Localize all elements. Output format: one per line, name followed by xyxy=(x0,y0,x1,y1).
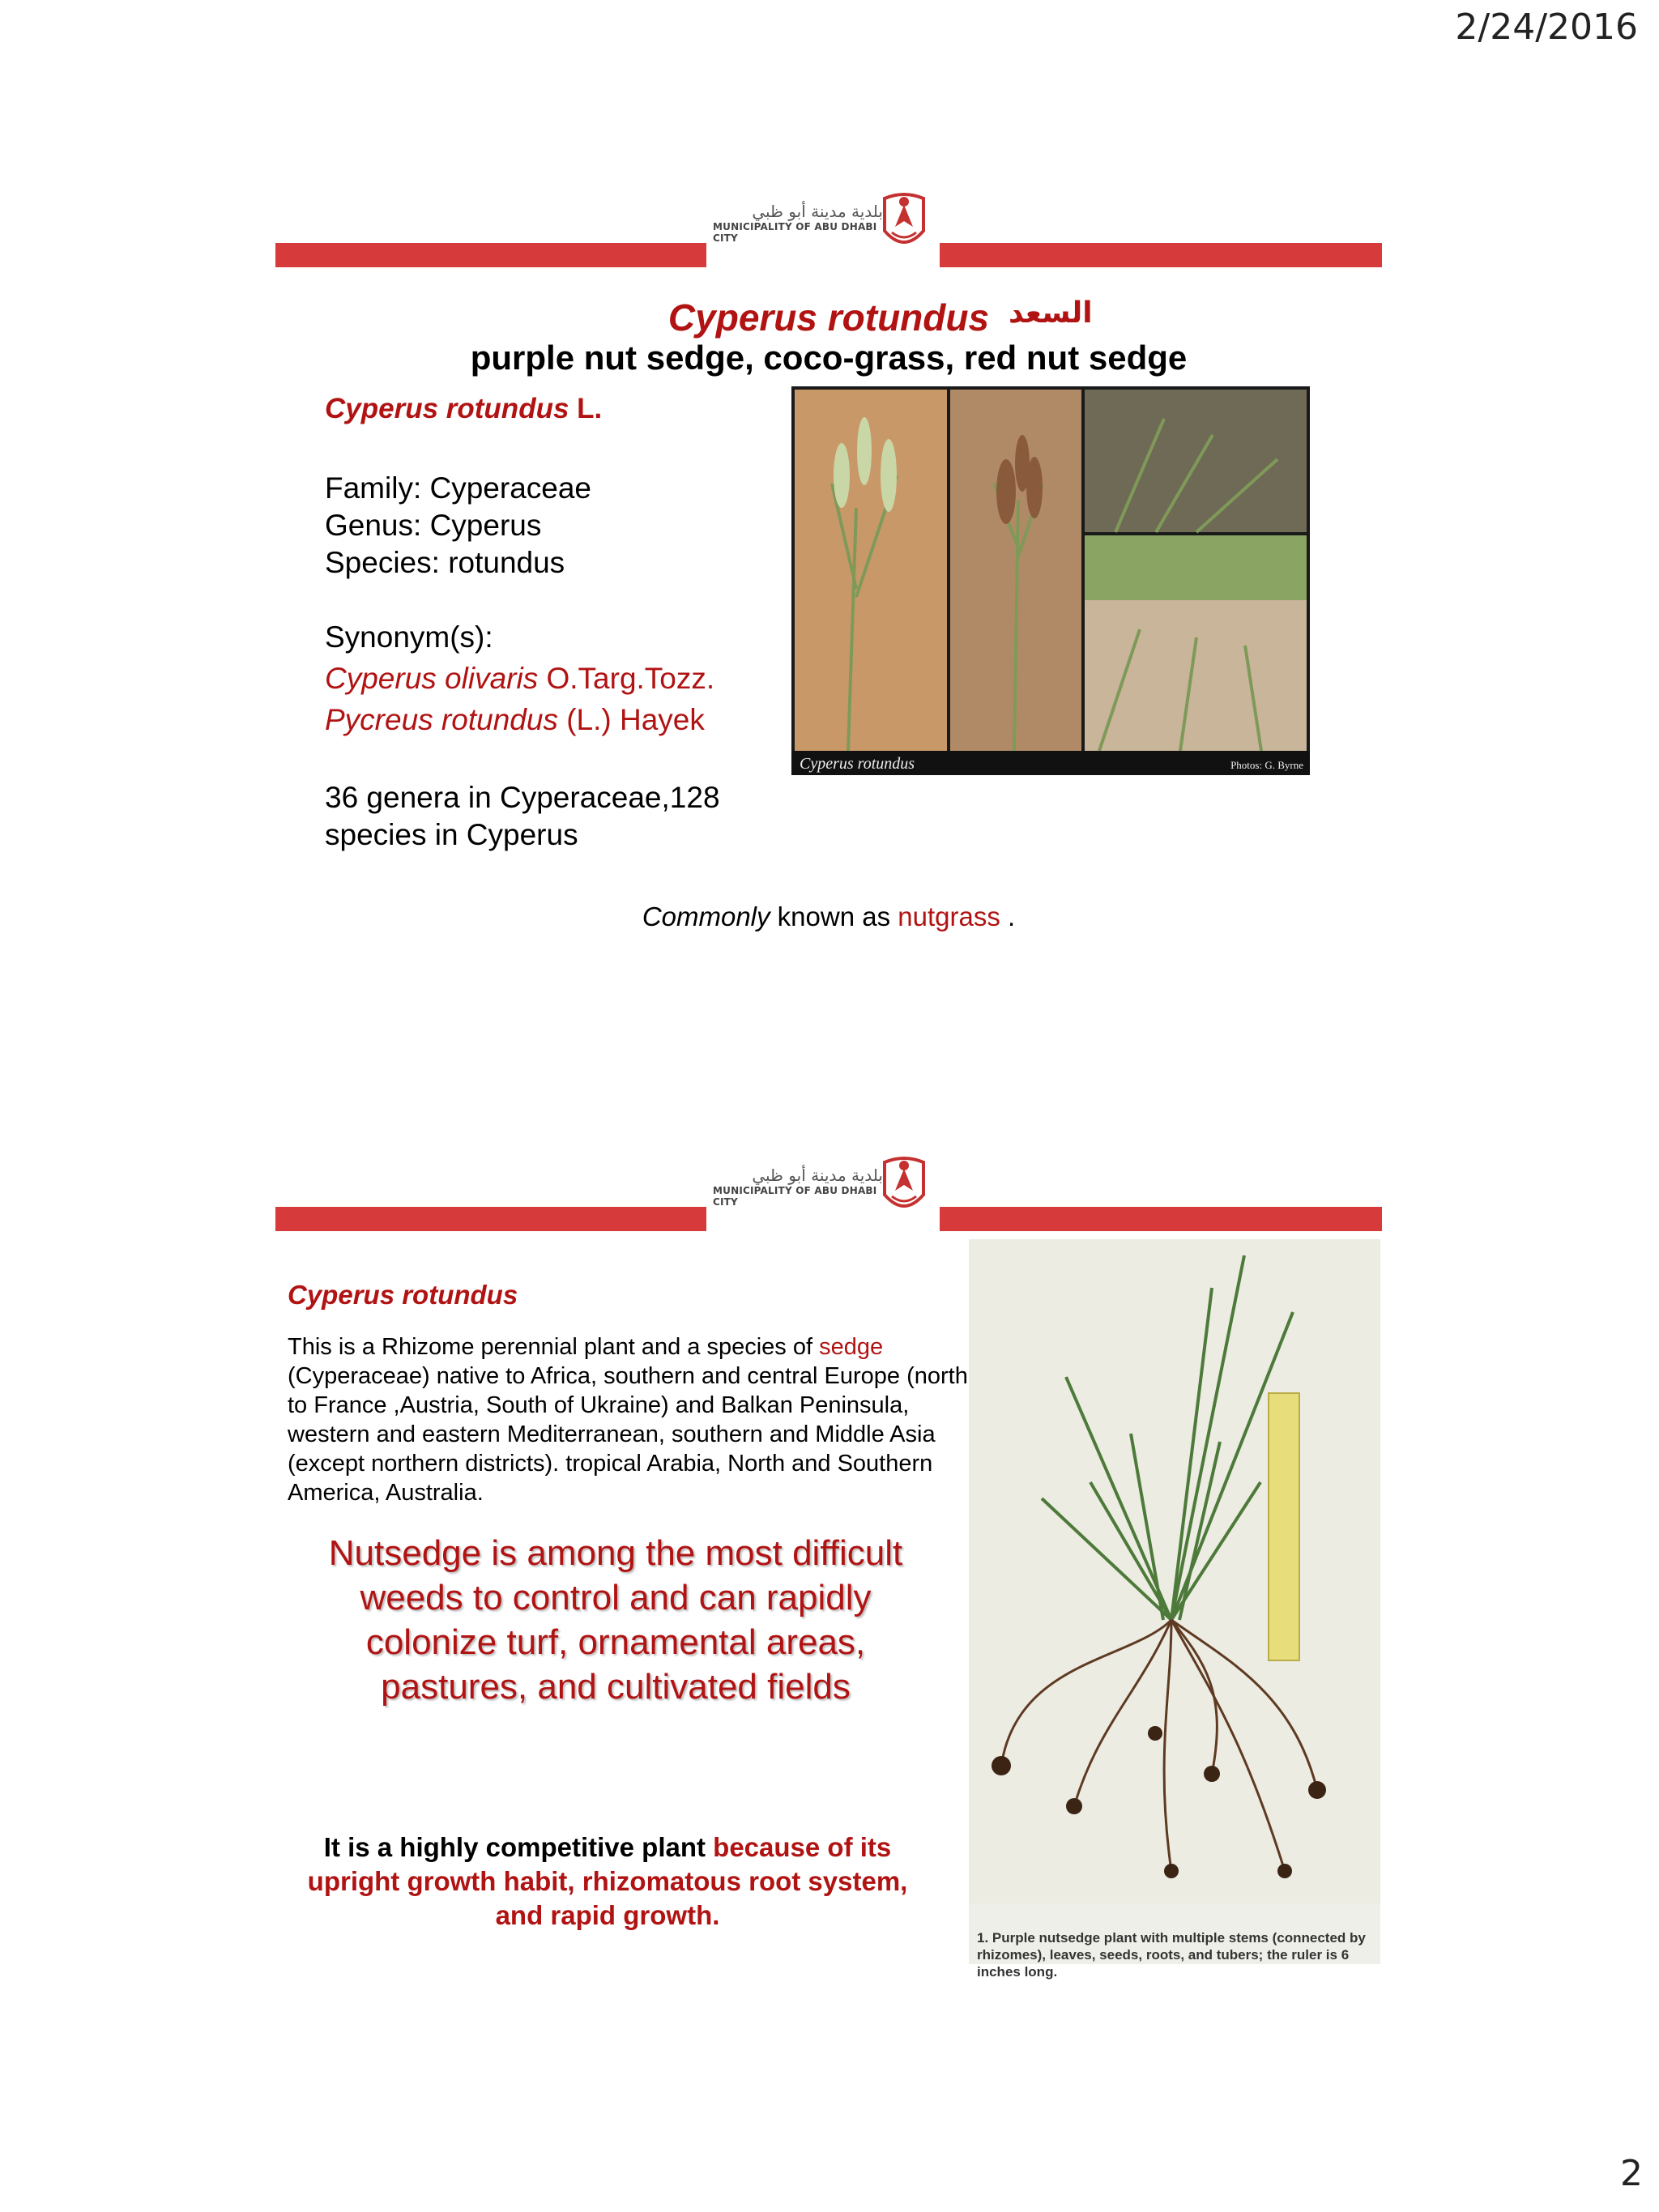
slide-2 xyxy=(275,1166,1382,1993)
header-bar-left xyxy=(275,243,706,267)
species-line: Species: rotundus xyxy=(325,546,565,579)
logo-english-text: MUNICIPALITY OF ABU DHABI CITY xyxy=(713,1185,877,1208)
page-number: 2 xyxy=(1620,2153,1643,2194)
sedge-term: sedge xyxy=(819,1334,884,1360)
header-bar-left xyxy=(275,1207,706,1231)
difficulty-statement: Nutsedge is among the most difficult weeds to control and can rapidly colonize turf, ornamental areas, pastures, and cultivated fields xyxy=(328,1533,903,1707)
synonym-item: Cyperus olivaris O.Targ.Tozz. xyxy=(325,662,715,695)
header-bar-right xyxy=(940,1207,1382,1231)
description-paragraph: This is a Rhizome perennial plant and a species of sedge (Cyperaceae) native to Africa, southern and central Europe (north to France ,Austria, South of Ukraine) and Balkan Peninsula, western and eastern Mediterranean, southern and Middle Asia (except northern districts). tropical Arabia, North and Southern America, Australia. xyxy=(288,1334,968,1506)
cyperus-photo-collage xyxy=(791,386,1310,775)
photo-caption: Cyperus rotundus xyxy=(800,755,915,773)
falcon-crest-icon xyxy=(881,1154,928,1219)
synonym-item: Pycreus rotundus (L.) Hayek xyxy=(325,703,705,736)
municipality-logo xyxy=(713,1154,928,1219)
slide2-species-heading: Cyperus rotundus xyxy=(288,1280,518,1310)
slide1-title: Cyperus rotundus xyxy=(667,296,990,339)
taxonomy-block xyxy=(325,390,720,854)
common-name-term: nutgrass xyxy=(898,901,1000,931)
photo-credit: Photos: G. Byrne xyxy=(1230,759,1303,771)
plant-image xyxy=(969,1239,1380,1903)
municipality-logo xyxy=(713,190,928,255)
slide1-subtitle: purple nut sedge, coco-grass, red nut sedge xyxy=(470,339,1188,377)
plant-photo-caption: 1. Purple nutsedge plant with multiple stems (connected by rhizomes), leaves, seeds, roots, and tubers; the ruler is 6 inches long. xyxy=(977,1930,1366,1980)
genus-line: Genus: Cyperus xyxy=(325,509,542,542)
family-line: Family: Cyperaceae xyxy=(325,471,592,505)
nutsedge-plant-photo xyxy=(969,1239,1380,1980)
synonyms-label: Synonym(s): xyxy=(325,620,493,654)
genera-count-line: 36 genera in Cyperaceae,128 xyxy=(325,781,720,814)
slide1-title-arabic: السعد xyxy=(1009,296,1093,330)
species-name: Cyperus rotundus xyxy=(325,393,569,424)
photo-collage-image xyxy=(791,386,1310,775)
print-date: 2/24/2016 xyxy=(1455,6,1638,48)
competitive-statement: It is a highly competitive plant because of its upright growth habit, rhizomatous root system, and rapid growth. xyxy=(307,1832,908,1930)
logo-arabic-text: بلدية مدينة أبو ظبي xyxy=(752,202,883,221)
falcon-crest-icon xyxy=(881,190,928,255)
slide-1 xyxy=(275,202,1382,1029)
common-name-line: Commonly known as nutgrass . xyxy=(642,901,1016,931)
species-author: L. xyxy=(569,393,603,424)
header-bar-right xyxy=(940,243,1382,267)
logo-arabic-text: بلدية مدينة أبو ظبي xyxy=(752,1166,883,1185)
logo-english-text: MUNICIPALITY OF ABU DHABI CITY xyxy=(713,221,877,244)
species-count-line: species in Cyperus xyxy=(325,818,578,851)
